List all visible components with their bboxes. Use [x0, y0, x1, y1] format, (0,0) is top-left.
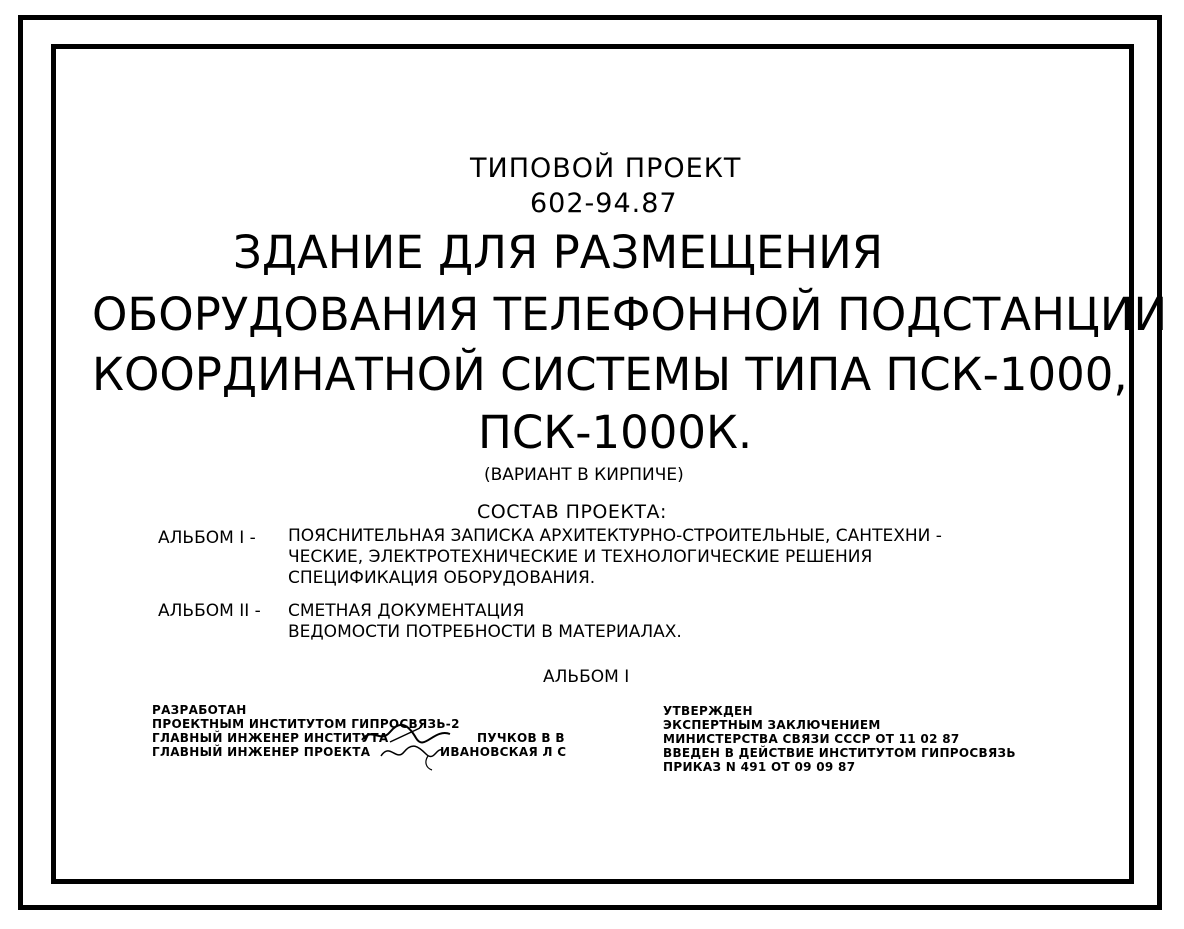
developed-line-4-name: ИВАНОВСКАЯ Л С — [440, 745, 567, 759]
variant-note: (ВАРИАНТ В КИРПИЧЕ) — [484, 465, 684, 485]
title-line-3: КООРДИНАТНОЙ СИСТЕМЫ ТИПА ПСК-1000, — [92, 348, 1128, 401]
album-2-label: АЛЬБОМ II - — [158, 601, 261, 621]
developed-line-1: РАЗРАБОТАН — [152, 703, 247, 717]
developed-line-3: ГЛАВНЫЙ ИНЖЕНЕР ИНСТИТУТА — [152, 731, 389, 745]
developed-line-2: ПРОЕКТНЫМ ИНСТИТУТОМ ГИПРОСВЯЗЬ-2 — [152, 717, 460, 731]
approved-line-5: ПРИКАЗ N 491 ОТ 09 09 87 — [663, 760, 856, 774]
approved-line-4: ВВЕДЕН В ДЕЙСТВИЕ ИНСТИТУТОМ ГИПРОСВЯЗЬ — [663, 746, 1016, 760]
composition-heading: СОСТАВ ПРОЕКТА: — [477, 501, 667, 523]
title-line-1: ЗДАНИЕ ДЛЯ РАЗМЕЩЕНИЯ — [233, 226, 884, 279]
title-line-4: ПСК-1000К. — [478, 406, 753, 459]
project-number: 602-94.87 — [530, 188, 678, 219]
approved-line-2: ЭКСПЕРТНЫМ ЗАКЛЮЧЕНИЕМ — [663, 718, 881, 732]
album-2-line-2: ВЕДОМОСТИ ПОТРЕБНОСТИ В МАТЕРИАЛАХ. — [288, 622, 682, 642]
album-1-line-1: ПОЯСНИТЕЛЬНАЯ ЗАПИСКА АРХИТЕКТУРНО-СТРОИТЕЛЬНЫЕ, САНТЕХНИ - — [288, 526, 942, 546]
album-1-line-2: ЧЕСКИЕ, ЭЛЕКТРОТЕХНИЧЕСКИЕ И ТЕХНОЛОГИЧЕСКИЕ РЕШЕНИЯ — [288, 547, 873, 567]
signature-project-engineer — [378, 740, 444, 772]
current-album-label: АЛЬБОМ I — [543, 667, 630, 687]
approved-line-1: УТВЕРЖДЕН — [663, 704, 753, 718]
title-line-2: ОБОРУДОВАНИЯ ТЕЛЕФОННОЙ ПОДСТАНЦИИ — [92, 288, 1168, 341]
album-1-line-3: СПЕЦИФИКАЦИЯ ОБОРУДОВАНИЯ. — [288, 568, 596, 588]
project-type-label: ТИПОВОЙ ПРОЕКТ — [470, 153, 742, 184]
album-1-label: АЛЬБОМ I - — [158, 528, 256, 548]
approved-line-3: МИНИСТЕРСТВА СВЯЗИ СССР ОТ 11 02 87 — [663, 732, 960, 746]
developed-line-4: ГЛАВНЫЙ ИНЖЕНЕР ПРОЕКТА — [152, 745, 371, 759]
developed-line-3-name: ПУЧКОВ В В — [477, 731, 565, 745]
album-2-line-1: СМЕТНАЯ ДОКУМЕНТАЦИЯ — [288, 601, 525, 621]
